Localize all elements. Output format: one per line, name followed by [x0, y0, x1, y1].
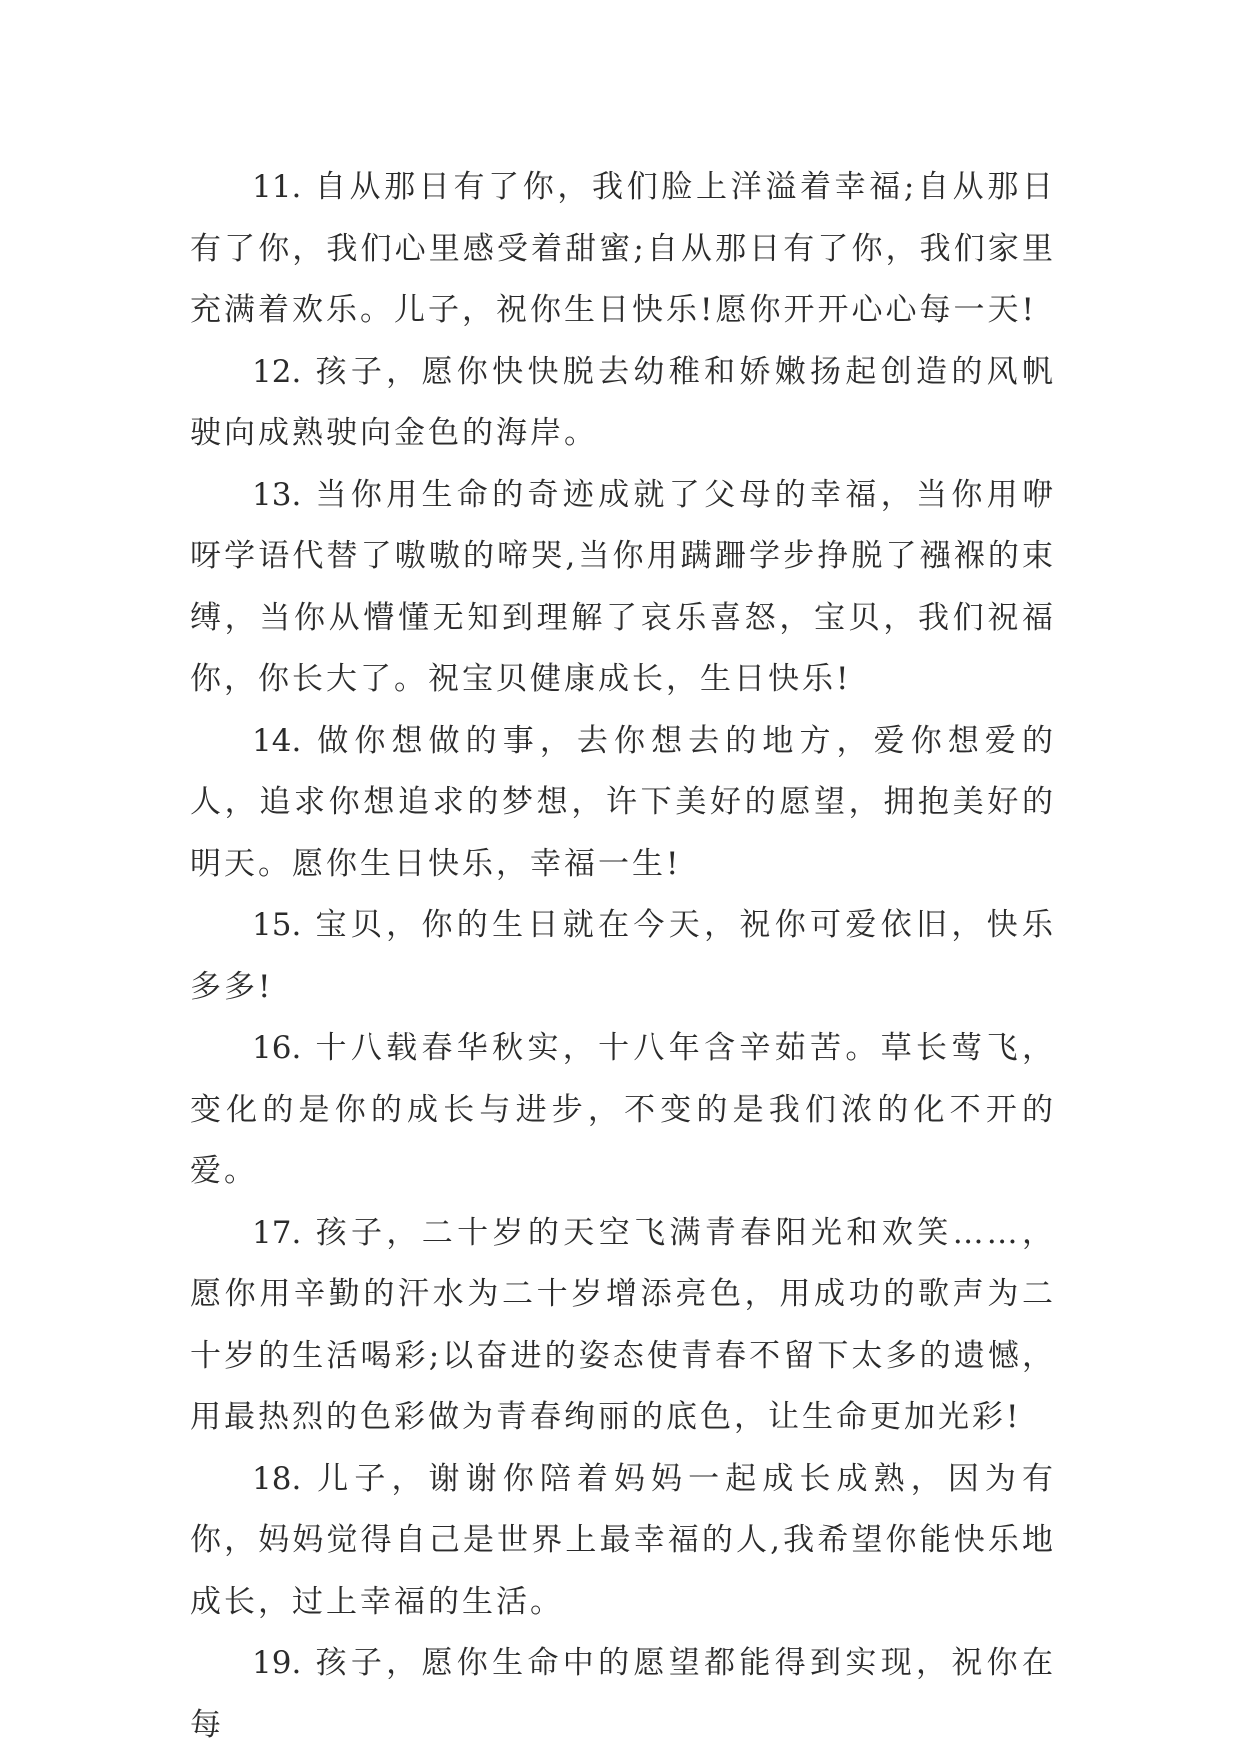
paragraph-text: 孩子，愿你生命中的愿望都能得到实现，祝你在每: [190, 1645, 1057, 1743]
paragraph-18: [190, 1449, 1056, 1634]
paragraph-text: 当你用生命的奇迹成就了父母的幸福，当你用咿呀学语代替了嗷嗷的啼哭,当你用蹒跚学步挣脱了襁褓的束缚，当你从懵懂无知到理解了哀乐喜怒，宝贝，我们祝福你，你长大了。祝宝贝健康成长，生日快乐!: [190, 476, 1057, 697]
paragraph-text: 自从那日有了你，我们脸上洋溢着幸福;自从那日有了你，我们心里感受着甜蜜;自从那日有了你，我们家里充满着欢乐。儿子，祝你生日快乐!愿你开开心心每一天!: [190, 169, 1056, 328]
paragraph-number: 11.: [252, 169, 302, 205]
paragraph-number: 15.: [252, 907, 302, 943]
paragraph-19: [190, 1633, 1056, 1756]
paragraph-16: [190, 1018, 1056, 1203]
paragraph-number: 13.: [252, 476, 302, 513]
paragraph-text: 宝贝，你的生日就在今天，祝你可爱依旧，快乐多多!: [190, 907, 1057, 1005]
paragraph-number: 16.: [252, 1030, 302, 1066]
paragraph-text: 孩子，二十岁的天空飞满青春阳光和欢笑……，愿你用辛勤的汗水为二十岁增添亮色，用成功的歌声为二十岁的生活喝彩;以奋进的姿态使青春不留下太多的遗憾，用最热烈的色彩做为青春绚丽的底色，让生命更加光彩!: [190, 1214, 1056, 1435]
paragraph-number: 18.: [252, 1460, 302, 1497]
document-body: [190, 157, 1056, 1756]
paragraph-text: 儿子，谢谢你陪着妈妈一起成长成熟，因为有你，妈妈觉得自己是世界上最幸福的人,我希望你能快乐地成长，过上幸福的生活。: [190, 1460, 1057, 1620]
paragraph-text: 十八载春华秋实，十八年含辛茹苦。草长莺飞，变化的是你的成长与进步，不变的是我们浓的化不开的爱。: [190, 1030, 1057, 1189]
paragraph-number: 17.: [252, 1214, 302, 1251]
paragraph-number: 12.: [252, 353, 302, 390]
paragraph-number: 19.: [252, 1645, 302, 1681]
paragraph-text: 孩子，愿你快快脱去幼稚和娇嫩扬起创造的风帆驶向成熟驶向金色的海岸。: [190, 353, 1057, 451]
paragraph-13: [190, 465, 1056, 711]
paragraph-15: [190, 895, 1056, 1018]
paragraph-11: [190, 157, 1056, 342]
paragraph-14: [190, 711, 1056, 896]
paragraph-17: [190, 1203, 1056, 1449]
paragraph-12: [190, 342, 1056, 465]
paragraph-text: 做你想做的事，去你想去的地方，爱你想爱的人，追求你想追求的梦想，许下美好的愿望，拥抱美好的明天。愿你生日快乐，幸福一生!: [190, 722, 1057, 882]
paragraph-number: 14.: [252, 722, 302, 759]
